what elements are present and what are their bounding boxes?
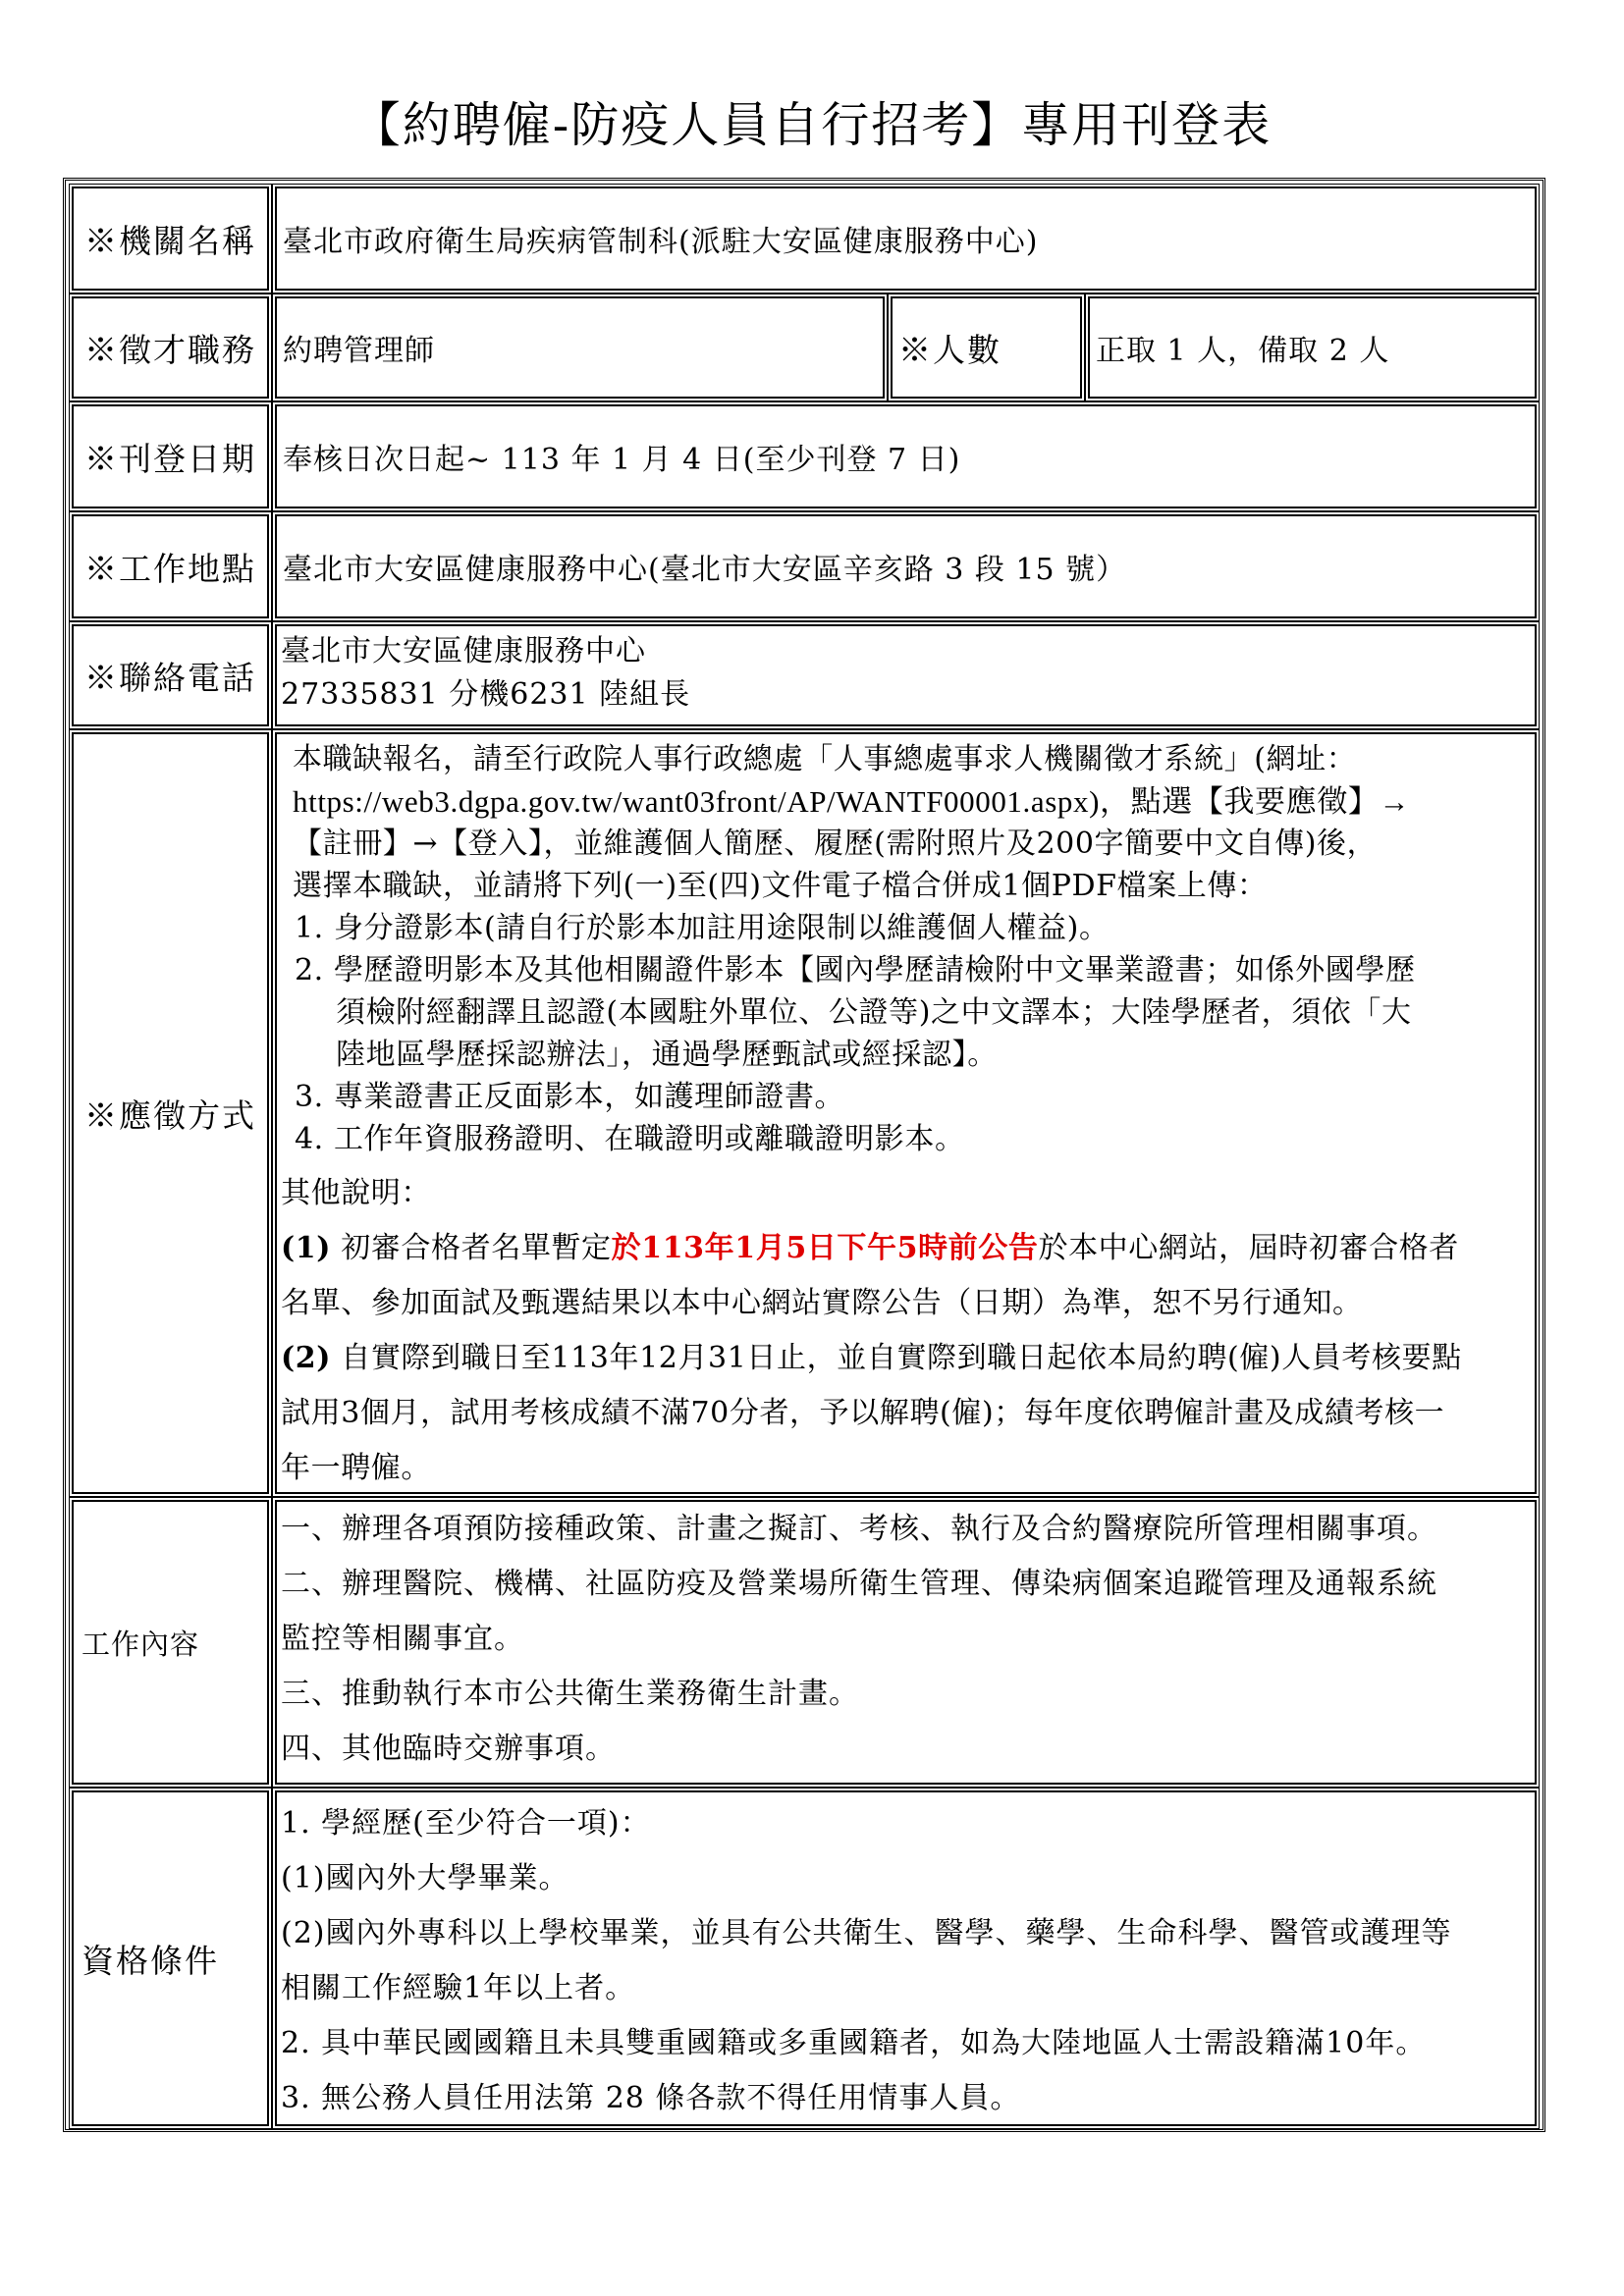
list-item: 3. 專業證書正反面影本，如護理師證書。 bbox=[295, 1080, 845, 1114]
agency-value: 臺北市政府衛生局疾病管制科(派駐大安區健康服務中心) bbox=[275, 187, 1537, 291]
phone-value bbox=[275, 624, 1537, 726]
note-2-line: 試用3個月，試用考核成績不滿70分者，予以解聘(僱)；每年度依聘僱計畫及成績考核一 bbox=[281, 1396, 1445, 1430]
note-1-line: 名單、參加面試及甄選結果以本中心網站實際公告（日期）為準，恕不另行通知。 bbox=[281, 1286, 1363, 1320]
post-date-label: ※刊登日期 bbox=[72, 404, 269, 508]
note-2-text-a: 自實際到職日至113年12月31日止，並自實際到職日起依本局約聘(僱)人員考核要點 bbox=[331, 1341, 1462, 1375]
duty-line: 二、辦理醫院、機構、社區防疫及營業場所衛生管理、傳染病個案追蹤管理及通報系統 bbox=[281, 1567, 1437, 1601]
qualification-line: (2)國內外專科以上學校畢業，並具有公共衛生、醫學、藥學、生命科學、醫管或護理等 bbox=[281, 1916, 1452, 1950]
note-2-line bbox=[281, 1331, 1531, 1386]
position-label: ※徵才職務 bbox=[72, 296, 269, 399]
list-item: 4. 工作年資服務證明、在職證明或離職證明影本。 bbox=[295, 1122, 965, 1156]
other-notes bbox=[281, 1166, 1531, 1496]
list-item: 1. 身分證影本(請自行於影本加註用途限制以維護個人權益)。 bbox=[295, 911, 1110, 945]
duty-line: 監控等相關事宜。 bbox=[281, 1622, 524, 1656]
apply-intro-line: https://web3.dgpa.gov.tw/want03front/AP/WANTF00001.aspx)，點選【我要應徵】→ bbox=[293, 784, 1411, 819]
duty-line: 三、推動執行本市公共衛生業務衛生計畫。 bbox=[281, 1677, 859, 1711]
apply-label: ※應徵方式 bbox=[72, 732, 269, 1494]
phone-line-2: 27335831 分機6231 陸組長 bbox=[281, 677, 691, 712]
qualification-line: 相關工作經驗1年以上者。 bbox=[281, 1971, 636, 2005]
note-2-line: 年一聘僱。 bbox=[281, 1451, 431, 1485]
qualification-line: 1. 學經歷(至少符合一項)： bbox=[281, 1806, 651, 1841]
posting-form-table bbox=[63, 178, 1545, 2132]
phone-label: ※聯絡電話 bbox=[72, 624, 269, 726]
note-2-number: (2) bbox=[281, 1341, 332, 1375]
agency-label: ※機關名稱 bbox=[72, 187, 269, 291]
qualifications-label: 資格條件 bbox=[72, 1790, 269, 2126]
apply-intro-line: 本職缺報名，請至行政院人事行政總處「人事總處事求人機關徵才系統」(網址： bbox=[293, 742, 1357, 776]
headcount-value: 正取 1 人，備取 2 人 bbox=[1088, 296, 1537, 399]
note-1-text-b: 於本中心網站，屆時初審合格者 bbox=[1038, 1231, 1459, 1265]
note-1-highlight: 於113年1月5日下午5時前公告 bbox=[611, 1231, 1039, 1265]
note-1-line bbox=[281, 1221, 1531, 1276]
workplace-label: ※工作地點 bbox=[72, 514, 269, 618]
list-item: 須檢附經翻譯且認證(本國駐外單位、公證等)之中文譯本；大陸學歷者，須依「大 bbox=[336, 995, 1412, 1030]
note-1-number: (1) bbox=[281, 1231, 332, 1265]
apply-content bbox=[275, 732, 1537, 1494]
note-1-text-a: 初審合格者名單暫定 bbox=[331, 1231, 612, 1265]
qualifications-content bbox=[275, 1790, 1537, 2126]
qualification-line: 3. 無公務人員任用法第 28 條各款不得任用情事人員。 bbox=[281, 2081, 1021, 2115]
duty-line: 四、其他臨時交辦事項。 bbox=[281, 1732, 616, 1766]
list-item: 2. 學歷證明影本及其他相關證件影本【國內學歷請檢附中文畢業證書；如係外國學歷 bbox=[295, 953, 1416, 988]
position-value: 約聘管理師 bbox=[275, 296, 885, 399]
phone-line-1: 臺北市大安區健康服務中心 bbox=[281, 634, 646, 668]
qualification-line: (1)國內外大學畢業。 bbox=[281, 1861, 569, 1896]
qualification-line: 2. 具中華民國國籍且未具雙重國籍或多重國籍者，如為大陸地區人士需設籍滿10年。 bbox=[281, 2026, 1427, 2060]
workplace-value: 臺北市大安區健康服務中心(臺北市大安區辛亥路 3 段 15 號） bbox=[275, 514, 1537, 618]
other-notes-title: 其他說明： bbox=[281, 1176, 431, 1210]
apply-documents-list bbox=[281, 907, 1531, 1160]
apply-intro-line: 選擇本職缺，並請將下列(一)至(四)文件電子檔合併成1個PDF檔案上傳： bbox=[293, 869, 1268, 903]
post-date-value: 奉核日次日起~ 113 年 1 月 4 日(至少刊登 7 日) bbox=[275, 404, 1537, 508]
duty-line: 一、辦理各項預防接種政策、計畫之擬訂、考核、執行及合約醫療院所管理相關事項。 bbox=[281, 1512, 1437, 1546]
apply-intro-line: 【註冊】→【登入】，並維護個人簡歷、履歷(需附照片及200字簡要中文自傳)後， bbox=[293, 827, 1378, 861]
duties-label: 工作內容 bbox=[72, 1500, 269, 1785]
page-title: 【約聘僱-防疫人員自行招考】專用刊登表 bbox=[352, 97, 1272, 153]
duties-content bbox=[275, 1500, 1537, 1785]
headcount-label: ※人數 bbox=[891, 296, 1082, 399]
list-item: 陸地區學歷採認辦法」，通過學歷甄試或經採認】。 bbox=[336, 1038, 998, 1072]
apply-intro bbox=[281, 738, 1531, 907]
